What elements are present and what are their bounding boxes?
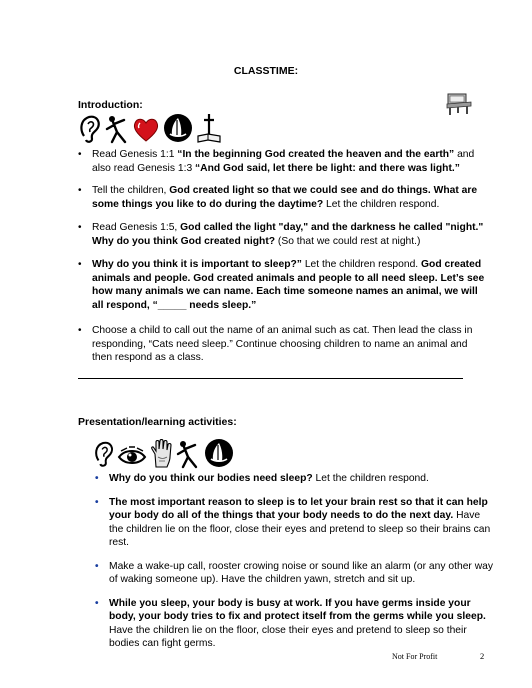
eye-icon (117, 445, 147, 469)
item-text: Let the children respond. (312, 473, 429, 484)
item-bold-text: God called the light "day," and the darkness he called "night." Why do you think God created night? (92, 222, 484, 247)
item-bold-text: God created light so that we could see and do things. What are some things you like to do during the daytime? (92, 185, 478, 210)
ear-icon (78, 114, 102, 144)
list-item (78, 324, 488, 365)
introduction-list (78, 148, 488, 365)
item-bold-text: Why do you think our bodies need sleep? (109, 473, 313, 484)
item-text: and also read Genesis 1:3 (92, 149, 475, 174)
presentation-heading: Presentation/learning activities: (78, 416, 237, 428)
item-text: Let the children respond. (301, 259, 422, 270)
item-bold-text: “And God said, let there be light: and there was light.” (195, 162, 460, 174)
list-item (78, 184, 488, 211)
page-number: 2 (480, 651, 485, 661)
page-title: CLASSTIME: (233, 65, 299, 77)
list-item (95, 597, 495, 651)
item-bold-text: The most important reason to sleep is to let your brain rest so that it can help your body do all of the things that your body needs to do the next day. (109, 496, 488, 521)
desk-icon (445, 90, 473, 119)
item-text: Make a wake-up call, rooster crowing noise or sound like an alarm (or any other way of waking someone up). Have the children yawn, stretch and sit up. (109, 560, 494, 585)
introduction-heading: Introduction: (78, 99, 143, 111)
list-item (95, 560, 495, 587)
item-bold-text: Why do you think it is important to sleep?” (92, 259, 302, 270)
item-text: Have the children lie on the floor, close their eyes and pretend to sleep so their brains can rest. (109, 510, 491, 548)
list-item (95, 472, 495, 486)
list-item (78, 258, 488, 312)
hand-icon (149, 439, 173, 469)
presentation-icons (93, 437, 235, 469)
item-text: Choose a child to call out the name of an animal such as cat. Then lead the class in responding, “Cats need sleep.” Continue choosing children to name an animal and then respond as a class. (92, 325, 473, 363)
item-text: Let the children respond. (323, 198, 440, 210)
praying-hands-icon (162, 112, 194, 144)
item-bold-text: “In the beginning God created the heaven and the earth” (177, 149, 455, 160)
list-item (78, 221, 488, 248)
footer-note: Not For Profit (392, 652, 438, 661)
item-bold-text: While you sleep, your body is busy at work. If you have germs inside your body, your body tries to fix and protect itself from the germs while you sleep. (109, 597, 486, 622)
item-text: Read Genesis 1:5, (92, 222, 181, 233)
ear-icon (93, 439, 115, 469)
item-text: Have the children lie on the floor, close their eyes and pretend to sleep so their bodies can fight germs. (109, 624, 467, 649)
presentation-list (95, 472, 495, 651)
stretching-figure-icon (104, 114, 130, 144)
item-text: Read Genesis 1:1 (92, 149, 178, 160)
item-text: (So that we could rest at night.) (275, 235, 421, 247)
item-text: Tell the children, (92, 185, 170, 196)
list-item (78, 148, 488, 175)
heart-icon (132, 116, 160, 144)
praying-hands-icon (203, 437, 235, 469)
item-bold-text: God created animals and people. God created animals and people to all need sleep. Let’s see how many animals we can name. Each time someone names an animal, we will all respond, “_____ needs sleep.” (92, 259, 485, 311)
introduction-icons (78, 112, 222, 144)
bible-cross-icon (196, 112, 222, 144)
list-item (95, 496, 495, 550)
section-divider (78, 378, 463, 379)
stretching-figure-icon (175, 439, 201, 469)
